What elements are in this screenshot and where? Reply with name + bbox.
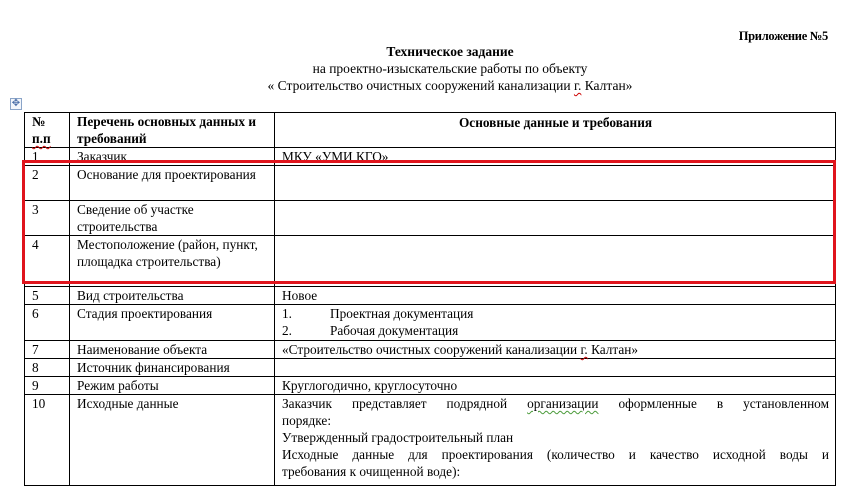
list-text: Проектная документация [330, 306, 474, 321]
spellcheck-flagged-word[interactable]: г. [580, 342, 588, 357]
table-row [25, 341, 836, 359]
row-num: 10 [25, 395, 70, 486]
appendix-label: Приложение №5 [738, 29, 828, 43]
table-row [25, 148, 836, 166]
row-item[interactable]: Вид строительства [70, 287, 275, 305]
table-row [25, 359, 836, 377]
table-row [25, 305, 836, 341]
row-item[interactable]: Заказчик [70, 148, 275, 166]
table-row [25, 287, 836, 305]
row-value-empty[interactable] [275, 359, 836, 377]
row-value-empty[interactable] [275, 236, 836, 287]
row-num: 4 [25, 236, 70, 287]
text-run: оформленные в установленном [598, 396, 829, 411]
header-num-line1: № [32, 114, 46, 129]
list-item [282, 305, 829, 322]
object-name-prefix: «Строительство очистных сооружений канализации [282, 342, 581, 357]
header-value: Основные данные и требования [275, 113, 836, 148]
table-row [25, 236, 836, 287]
list-number: 1. [282, 306, 292, 321]
row-value[interactable] [275, 341, 836, 359]
row-num: 7 [25, 341, 70, 359]
table-move-handle-icon[interactable]: ✥ [11, 98, 21, 109]
spellcheck-flagged-word[interactable]: г. [573, 78, 582, 93]
row-num: 5 [25, 287, 70, 305]
row-item[interactable]: Источник финансирования [70, 359, 275, 377]
document-subtitle: на проектно-изыскательские работы по объекту [312, 61, 588, 76]
row-value[interactable]: Новое [275, 287, 836, 305]
row-value[interactable]: Круглогодично, круглосуточно [275, 377, 836, 395]
row-num: 8 [25, 359, 70, 377]
row-item[interactable]: Наименование объекта [70, 341, 275, 359]
list-number: 2. [282, 323, 292, 338]
row-num: 9 [25, 377, 70, 395]
document-title-block [0, 43, 849, 94]
paragraph: Утвержденный градостроительный план [282, 430, 514, 445]
table-row [25, 166, 836, 201]
paragraph-line: порядке: [282, 413, 332, 428]
table-row [25, 201, 836, 236]
row-value-list[interactable] [275, 305, 836, 341]
table-row [25, 395, 836, 486]
text-run: Заказчик представляет подрядной [282, 396, 528, 411]
row-item[interactable]: Сведение об участке строительства [70, 201, 275, 236]
object-name-prefix: « Строительство очистных сооружений канализации [267, 78, 574, 93]
row-num: 6 [25, 305, 70, 341]
grammar-flagged-word[interactable]: организации [527, 396, 599, 411]
header-num-line2: п.п [32, 131, 51, 146]
row-value-empty[interactable] [275, 201, 836, 236]
row-item[interactable]: Режим работы [70, 377, 275, 395]
header-num [25, 113, 70, 148]
object-name-line [0, 77, 849, 94]
paragraph-line [282, 395, 829, 412]
table-header-row [25, 113, 836, 148]
row-item[interactable]: Стадия проектирования [70, 305, 275, 341]
row-num: 2 [25, 166, 70, 201]
row-item[interactable]: Местоположение (район, пункт, площадка строительства) [70, 236, 275, 287]
row-item[interactable]: Исходные данные [70, 395, 275, 486]
table-row [25, 377, 836, 395]
row-num: 3 [25, 201, 70, 236]
paragraph-line: требования к очищенной воде): [282, 464, 461, 479]
paragraph-line: Исходные данные для проектирования (количество и качество исходной воды и [282, 447, 829, 462]
object-name-suffix: Калтан» [581, 78, 633, 93]
header-item: Перечень основных данных и требований [70, 113, 275, 148]
spec-table [24, 112, 836, 486]
row-num: 1 [25, 148, 70, 166]
object-name-suffix: Калтан» [587, 342, 639, 357]
row-value-paragraphs[interactable] [275, 395, 836, 486]
list-text: Рабочая документация [330, 323, 459, 338]
row-value[interactable]: МКУ «УМИ КГО» [275, 148, 836, 166]
row-item[interactable]: Основание для проектирования [70, 166, 275, 201]
row-value-empty[interactable] [275, 166, 836, 201]
document-title: Техническое задание [386, 44, 514, 59]
list-item [282, 322, 829, 339]
